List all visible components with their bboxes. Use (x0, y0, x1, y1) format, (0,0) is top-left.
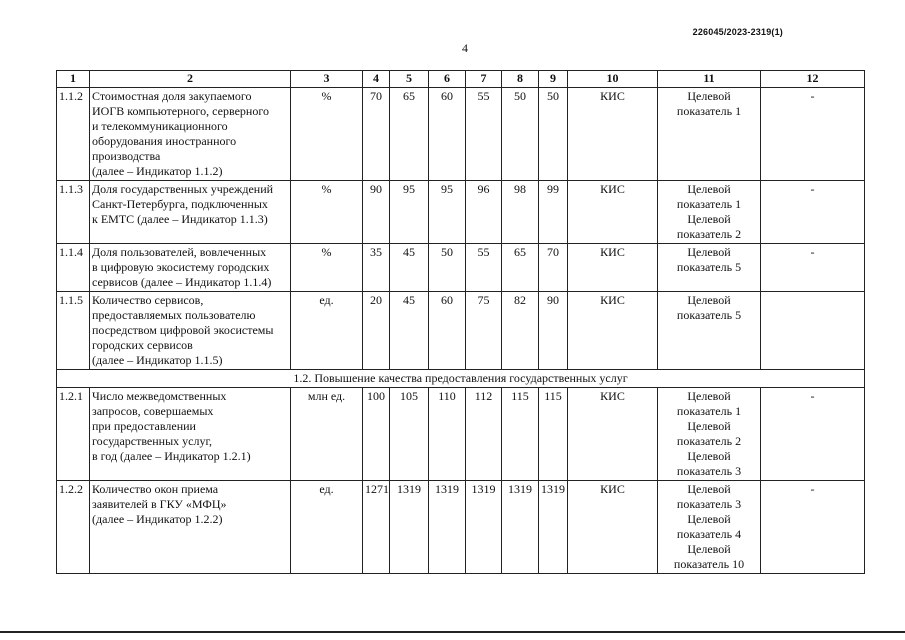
value-cell: 65 (390, 88, 429, 181)
table-row (57, 88, 865, 181)
value-cell: 95 (429, 181, 466, 244)
indicator-name-line: заявителей в ГКУ «МФЦ» (92, 497, 227, 511)
indicator-name-line: Санкт-Петербурга, подключенных (92, 197, 268, 211)
indicator-name-line: (далее – Индикатор 1.2.2) (92, 512, 223, 526)
goal-line: Целевой (687, 89, 731, 103)
column-header: 5 (390, 71, 429, 88)
note-cell: - (761, 481, 865, 574)
goal-line: Целевой (687, 512, 731, 526)
value-cell: 100 (363, 388, 390, 481)
column-header: 12 (761, 71, 865, 88)
goal-line: Целевой (687, 482, 731, 496)
indicator-name-line: Доля пользователей, вовлеченных (92, 245, 267, 259)
indicator-name-line: (далее – Индикатор 1.1.5) (92, 353, 223, 367)
indicator-name-line: запросов, совершаемых (92, 404, 214, 418)
unit-cell: млн ед. (291, 388, 363, 481)
scan-edge-rule (0, 631, 905, 633)
goal-line: Целевой (687, 293, 731, 307)
value-cell: 1271 (363, 481, 390, 574)
note-cell: - (761, 181, 865, 244)
indicator-id: 1.2.1 (57, 388, 90, 481)
indicator-name (90, 88, 291, 181)
unit-cell: % (291, 88, 363, 181)
source-cell: КИС (568, 388, 658, 481)
value-cell: 105 (390, 388, 429, 481)
value-cell: 112 (466, 388, 502, 481)
column-header: 1 (57, 71, 90, 88)
indicator-name-line: и телекоммуникационного (92, 119, 228, 133)
goal-cell (658, 181, 761, 244)
value-cell: 75 (466, 292, 502, 370)
column-header: 4 (363, 71, 390, 88)
table-header-row (57, 71, 865, 88)
value-cell: 90 (539, 292, 568, 370)
value-cell: 50 (539, 88, 568, 181)
indicator-name-line: к ЕМТС (далее – Индикатор 1.1.3) (92, 212, 268, 226)
table-row (57, 292, 865, 370)
goal-line: Целевой (687, 449, 731, 463)
goal-line: показатель 3 (676, 497, 742, 511)
indicator-name-line: при предоставлении (92, 419, 196, 433)
indicator-name-line: Доля государственных учреждений (92, 182, 274, 196)
goal-cell (658, 388, 761, 481)
goal-cell (658, 481, 761, 574)
value-cell: 1319 (466, 481, 502, 574)
column-header: 3 (291, 71, 363, 88)
table-row (57, 244, 865, 292)
indicator-name (90, 292, 291, 370)
goal-cell (658, 88, 761, 181)
indicator-name (90, 244, 291, 292)
column-header: 6 (429, 71, 466, 88)
value-cell: 90 (363, 181, 390, 244)
goal-line: показатель 1 (676, 104, 742, 118)
goal-line: Целевой (687, 245, 731, 259)
indicator-name (90, 181, 291, 244)
source-cell: КИС (568, 481, 658, 574)
note-cell: - (761, 244, 865, 292)
source-cell: КИС (568, 244, 658, 292)
value-cell: 110 (429, 388, 466, 481)
unit-cell: ед. (291, 292, 363, 370)
value-cell: 60 (429, 292, 466, 370)
goal-cell (658, 244, 761, 292)
source-cell: КИС (568, 88, 658, 181)
indicator-name-line: производства (92, 149, 161, 163)
goal-cell (658, 292, 761, 370)
goal-line: показатель 10 (673, 557, 745, 571)
indicator-name (90, 481, 291, 574)
unit-cell: % (291, 181, 363, 244)
indicator-id: 1.1.4 (57, 244, 90, 292)
indicator-name-line: Стоимостная доля закупаемого (92, 89, 252, 103)
note-cell: - (761, 88, 865, 181)
column-header: 7 (466, 71, 502, 88)
indicator-name-line: (далее – Индикатор 1.1.2) (92, 164, 223, 178)
goal-line: показатель 5 (676, 308, 742, 322)
value-cell: 55 (466, 88, 502, 181)
goal-line: показатель 2 (676, 227, 742, 241)
indicator-name-line: в год (далее – Индикатор 1.2.1) (92, 449, 251, 463)
value-cell: 115 (539, 388, 568, 481)
value-cell: 70 (363, 88, 390, 181)
indicator-name-line: ИОГВ компьютерного, серверного (92, 104, 269, 118)
indicator-id: 1.1.2 (57, 88, 90, 181)
indicator-id: 1.2.2 (57, 481, 90, 574)
note-cell (761, 292, 865, 370)
note-cell: - (761, 388, 865, 481)
goal-line: показатель 1 (676, 197, 742, 211)
value-cell: 60 (429, 88, 466, 181)
goal-line: показатель 4 (676, 527, 742, 541)
source-cell: КИС (568, 181, 658, 244)
value-cell: 1319 (502, 481, 539, 574)
indicator-name-line: Количество окон приема (92, 482, 219, 496)
goal-line: показатель 5 (676, 260, 742, 274)
indicator-name-line: предоставляемых пользователю (92, 308, 256, 322)
goal-line: Целевой (687, 212, 731, 226)
value-cell: 96 (466, 181, 502, 244)
indicator-id: 1.1.5 (57, 292, 90, 370)
value-cell: 82 (502, 292, 539, 370)
column-header: 10 (568, 71, 658, 88)
value-cell: 99 (539, 181, 568, 244)
table-row (57, 388, 865, 481)
document-id: 226045/2023-2319(1) (692, 27, 783, 37)
value-cell: 50 (429, 244, 466, 292)
indicator-name-line: сервисов (далее – Индикатор 1.1.4) (92, 275, 272, 289)
indicators-table (56, 70, 865, 574)
table-row (57, 181, 865, 244)
value-cell: 50 (502, 88, 539, 181)
indicator-name (90, 388, 291, 481)
indicator-name-line: посредством цифровой экосистемы (92, 323, 274, 337)
unit-cell: % (291, 244, 363, 292)
value-cell: 98 (502, 181, 539, 244)
value-cell: 115 (502, 388, 539, 481)
column-header: 11 (658, 71, 761, 88)
column-header: 8 (502, 71, 539, 88)
value-cell: 1319 (539, 481, 568, 574)
value-cell: 55 (466, 244, 502, 292)
value-cell: 1319 (429, 481, 466, 574)
indicator-name-line: в цифровую экосистему городских (92, 260, 270, 274)
indicator-name-line: Число межведомственных (92, 389, 227, 403)
value-cell: 45 (390, 292, 429, 370)
indicator-name-line: Количество сервисов, (92, 293, 204, 307)
indicator-name-line: оборудования иностранного (92, 134, 237, 148)
goal-line: Целевой (687, 419, 731, 433)
value-cell: 45 (390, 244, 429, 292)
source-cell: КИС (568, 292, 658, 370)
value-cell: 95 (390, 181, 429, 244)
goal-line: Целевой (687, 389, 731, 403)
column-header: 9 (539, 71, 568, 88)
indicator-id: 1.1.3 (57, 181, 90, 244)
value-cell: 1319 (390, 481, 429, 574)
goal-line: показатель 1 (676, 404, 742, 418)
section-title: 1.2. Повышение качества предоставления государственных услуг (57, 370, 865, 388)
goal-line: Целевой (687, 182, 731, 196)
page-number: 4 (462, 41, 468, 55)
goal-line: показатель 3 (676, 464, 742, 478)
goal-line: показатель 2 (676, 434, 742, 448)
table-row (57, 481, 865, 574)
indicator-name-line: городских сервисов (92, 338, 193, 352)
value-cell: 35 (363, 244, 390, 292)
column-header: 2 (90, 71, 291, 88)
section-row (57, 370, 865, 388)
table-body (57, 88, 865, 574)
goal-line: Целевой (687, 542, 731, 556)
value-cell: 20 (363, 292, 390, 370)
unit-cell: ед. (291, 481, 363, 574)
value-cell: 65 (502, 244, 539, 292)
value-cell: 70 (539, 244, 568, 292)
indicator-name-line: государственных услуг, (92, 434, 213, 448)
